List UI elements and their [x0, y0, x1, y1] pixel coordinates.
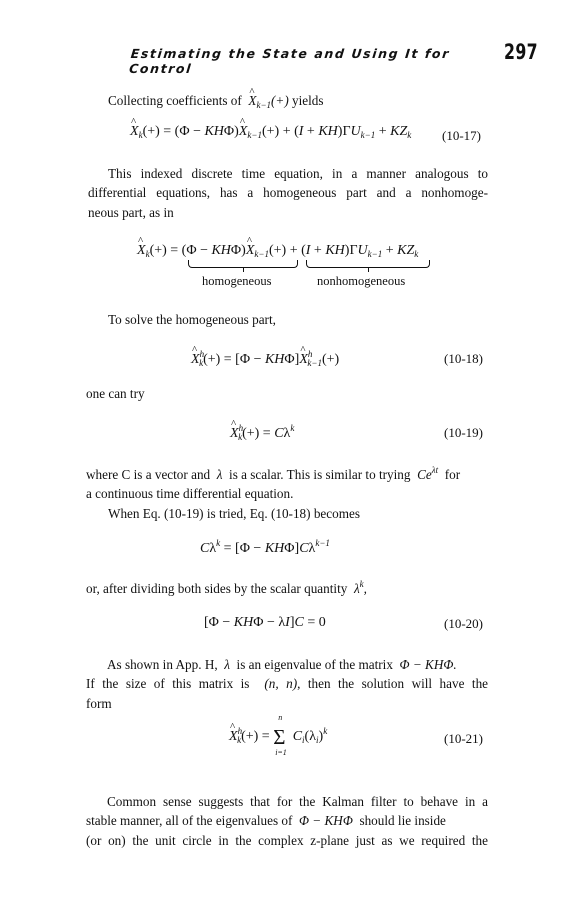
paragraph-line: Common sense suggests that for the Kalman filter to behave in a	[107, 794, 488, 809]
inline-math-exponential: $Ce^{\lambda t}$	[413, 465, 439, 482]
paragraph-shown	[86, 655, 488, 713]
inline-math-matrix: Φ − KHΦ	[295, 813, 357, 829]
inline-math-lambda: λ	[220, 657, 234, 672]
equation-10-21: ^ $X^h_k(+)$ = n Σ i=1 $C_i(\lambda_i)^k$	[229, 725, 327, 750]
paragraph-line: a continuous time differential equation.	[86, 486, 294, 502]
paragraph-text: is an eigenvalue of the matrix	[236, 657, 393, 672]
equation-char: $C\lambda^k = [\Phi - KH\Phi]C\lambda^{k-1}$	[200, 538, 330, 556]
nonhomogeneous-brace	[306, 260, 430, 268]
paragraph-dividing	[86, 575, 367, 598]
paragraph-line: This indexed discrete time equation, in a manner analogous to	[108, 166, 488, 181]
paragraph-line	[86, 461, 488, 484]
paragraph-line: neous part, as in	[88, 204, 174, 220]
paragraph-line: differential equations, has a homogeneous part and a nonhomoge-	[88, 185, 488, 201]
inline-math-xhat: ^ $X_{k-1}(+)$	[245, 93, 289, 108]
running-header-title: Estimating the State and Using It for Control	[128, 46, 451, 76]
paragraph-text: or, after dividing both sides by the scalar quantity	[86, 581, 348, 596]
paragraph-text: yields	[292, 93, 324, 108]
paragraph-indexed	[88, 164, 488, 222]
paragraph-text: for	[444, 467, 461, 482]
homogeneous-label: homogeneous	[202, 274, 272, 288]
paragraph-text: stable manner, all of the eigenvalues of	[86, 813, 293, 829]
page-number: 297	[504, 40, 539, 64]
paragraph-where	[86, 461, 488, 523]
inline-math-matrix: Φ − KHΦ.	[396, 657, 457, 672]
nonhomogeneous-label: nonhomogeneous	[317, 274, 406, 288]
paragraph-text: should lie inside	[359, 813, 446, 829]
paragraph-line	[86, 811, 488, 830]
equation-10-20: [Φ − KHΦ − λI]C = 0	[204, 615, 326, 630]
paragraph-line: form	[86, 695, 112, 711]
equation-number: (10-21)	[444, 731, 483, 746]
paragraph-collecting	[108, 91, 324, 115]
paragraph-line: When Eq. (10-19) is tried, Eq. (10-18) becomes	[108, 505, 360, 521]
paragraph-text: Collecting coefficients of	[108, 93, 242, 108]
paragraph-line	[107, 655, 488, 674]
equation-10-17: ^ $X_k(+) = (\Phi$ − KHΦ)^ $X_{k-1}(+) + (I + KH)\Gamma U_{k-1} + KZ_k$	[130, 124, 411, 140]
paragraph-line: (or on) the unit circle in the complex z-plane just as we required the	[86, 832, 488, 848]
paragraph-solve: To solve the homogeneous part,	[108, 312, 276, 327]
equation-10-18: ^ $X^h_k(+) = [\Phi$ − KHΦ]^ $X^h_{k-1}(+)$	[191, 349, 339, 368]
equation-number: (10-19)	[444, 425, 483, 440]
inline-math-size: (n, n)	[256, 676, 298, 692]
inline-math-lambda: λ	[213, 467, 226, 482]
equation-number: (10-20)	[444, 616, 483, 631]
inline-math-lambda-k: $\lambda^k$,	[350, 579, 367, 596]
equation-number: (10-17)	[442, 128, 481, 143]
homogeneous-brace	[188, 260, 298, 268]
paragraph-common-sense	[86, 792, 488, 850]
paragraph-text: If the size of this matrix is	[86, 676, 250, 692]
equation-10-19: ^ $X^h_k(+) = C\lambda^k$	[230, 423, 294, 442]
paragraph-text: is a scalar. This is similar to trying	[229, 467, 411, 482]
equation-split: ^ $X_k(+) = (\Phi$ − KHΦ)^ $X_{k-1}(+) + (I + KH)\Gamma U_{k-1} + KZ_k$	[137, 243, 418, 259]
paragraph-line	[86, 674, 488, 693]
paragraph-try: one can try	[86, 386, 145, 401]
equation-number: (10-18)	[444, 351, 483, 366]
paragraph-text: As shown in App. H,	[107, 657, 218, 672]
paragraph-text: , then the solution will have the	[297, 676, 489, 692]
paragraph-text: where C is a vector and	[86, 467, 211, 482]
